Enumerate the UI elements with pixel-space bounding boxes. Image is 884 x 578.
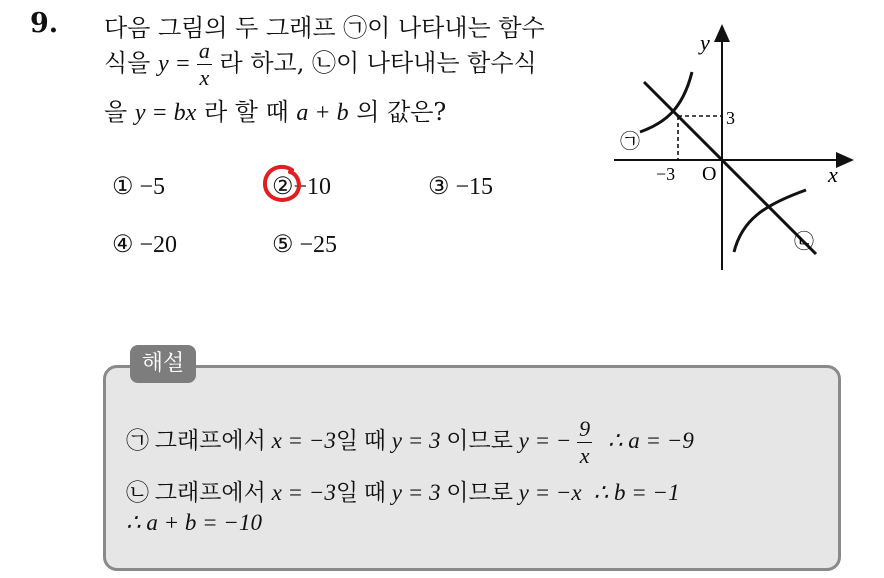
choice-4[interactable]: ④ −20: [112, 232, 178, 258]
question-line-3: 을 y = bx 라 할 때 a + b 의 값은?: [104, 98, 447, 126]
solution-tag: 해설: [130, 345, 196, 383]
tick-x-label: −3: [656, 164, 676, 184]
choice-2[interactable]: ②−10: [272, 174, 332, 200]
origin-label: O: [702, 163, 717, 185]
solution-line-1: ㉠ 그래프에서 x = −3일 때 y = 3 이므로 y = − $\frac{9}{x}$ ∴ a = −9: [126, 416, 694, 468]
choice-1[interactable]: ① −5: [112, 174, 166, 200]
function-graph: [604, 20, 864, 276]
fraction-a-over-x: $\frac{a}{x}$: [198, 38, 210, 90]
solution-line-3: ∴ a + b = −10: [126, 510, 262, 535]
solution-box: [103, 365, 841, 571]
y-axis-label: y: [700, 30, 710, 55]
curve1-label: ㉠: [620, 129, 640, 153]
answer-circle-mark: [258, 160, 308, 210]
question-math: y =: [158, 51, 197, 77]
tick-y-label: 3: [726, 108, 735, 128]
question-number: 9.: [30, 8, 59, 39]
fraction-9-over-x: $\frac{9}{x}$: [579, 416, 591, 468]
question-line-2: [104, 40, 537, 89]
question-text: 라 하고, ㉡이 나타내는 함수식: [219, 49, 537, 77]
x-axis-label: x: [828, 162, 838, 187]
choice-3[interactable]: ③ −15: [428, 174, 494, 200]
question-line-1: 다음 그림의 두 그래프 ㉠이 나타내는 함수: [104, 14, 545, 42]
choice-5[interactable]: ⑤ −25: [272, 232, 338, 258]
curve2-label: ㉡: [794, 229, 814, 253]
solution-line-2: ㉡ 그래프에서 x = −3일 때 y = 3 이므로 y = −x ∴ b = −1: [126, 480, 680, 505]
question-text: 식을: [104, 49, 151, 77]
